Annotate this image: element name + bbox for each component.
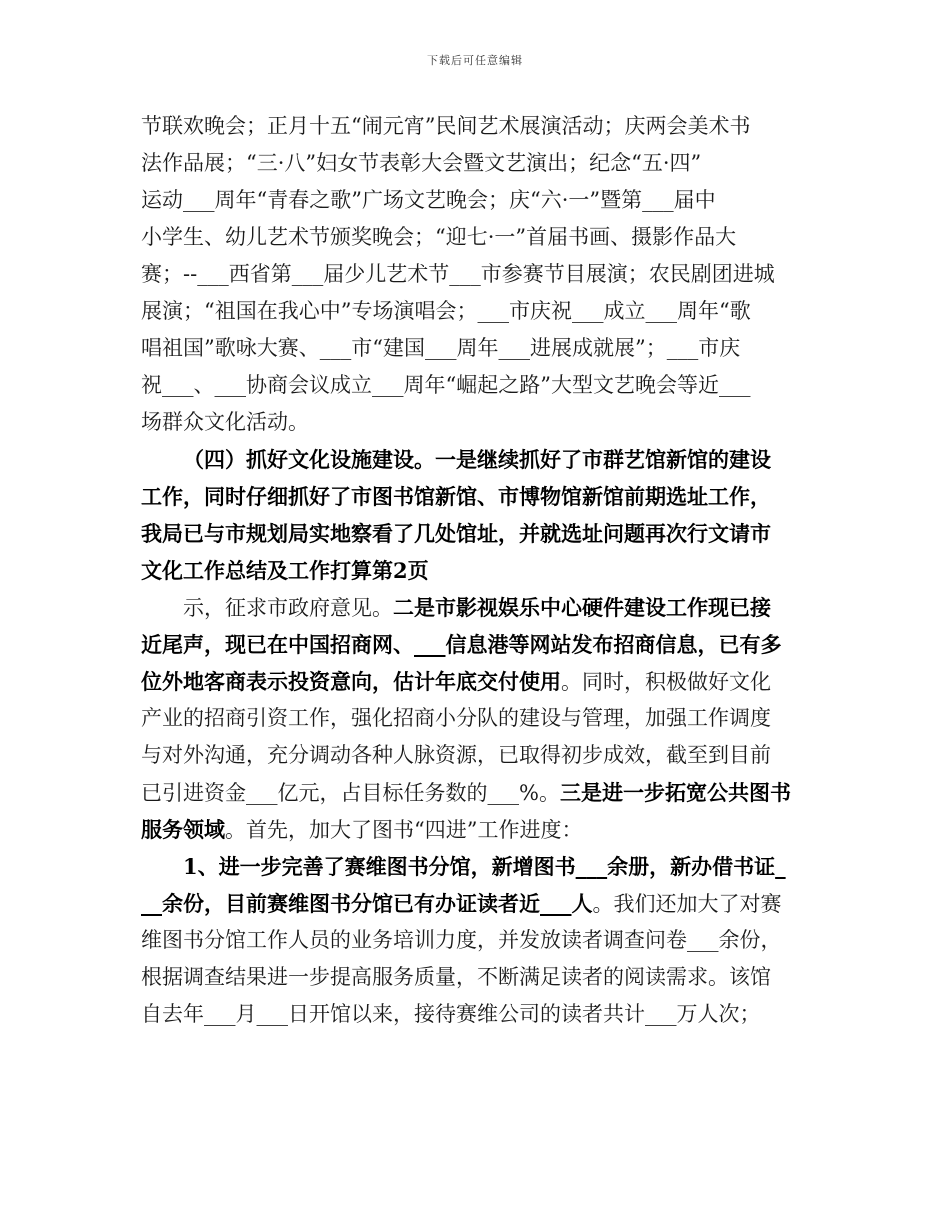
text-line-24	[141, 959, 809, 996]
text-run: 。我们还加大了对赛	[592, 892, 782, 916]
text-run: 已引进资金___亿元，占目标任务数的___%。	[141, 781, 560, 805]
text-line-3	[141, 182, 809, 219]
text-run-bold: 三是进一步拓宽公共图书	[559, 780, 791, 805]
text-run: 产业的招商引资工作，强化招商小分队的建设与管理，加强工作调度	[141, 706, 771, 730]
page-header: 下载后可任意编辑	[427, 54, 523, 67]
text-line-20	[141, 811, 809, 848]
text-run-bold: （四）抓好文化设施建设。一是继续抓好了市群艺馆新馆的建设	[183, 447, 771, 472]
text-line-22	[141, 885, 809, 922]
text-line-19	[141, 774, 809, 811]
text-line-8	[141, 367, 809, 404]
text-line-7	[141, 330, 809, 367]
text-run: 展演；“祖国在我心中”专场演唱会；___市庆祝___成立___周年“歌	[141, 299, 751, 323]
text-run: 根据调查结果进一步提高服务质量，不断满足读者的阅读需求。该馆	[141, 965, 771, 989]
text-line-17	[141, 700, 809, 737]
text-line-1	[141, 108, 809, 145]
text-line-6	[141, 293, 809, 330]
text-run-bold: 服务领域	[141, 817, 225, 842]
text-line-4	[141, 219, 809, 256]
text-run: 场群众文化活动。	[141, 410, 309, 434]
text-run: 与对外沟通，充分调动各种人脉资源，已取得初步成效，截至到目前	[141, 743, 771, 767]
text-line-14	[141, 589, 809, 626]
text-run-bold: 近尾声，现已在中国招商网、___信息港等网站发布招商信息，已有多	[141, 632, 782, 657]
text-line-12	[141, 515, 809, 552]
text-line-13	[141, 552, 809, 589]
text-run: 运动___周年“青春之歌”广场文艺晚会；庆“六·一”暨第___届中	[141, 188, 716, 212]
text-run-bold: 我局已与市规划局实地察看了几处馆址，并就选址问题再次行文请市	[141, 521, 771, 546]
text-line-5	[141, 256, 809, 293]
text-run-bold: 工作，同时仔细抓好了市图书馆新馆、市博物馆新馆前期选址工作，	[141, 484, 771, 509]
text-run: 示，征求市政府意见。	[183, 596, 393, 620]
text-line-15	[141, 626, 809, 663]
text-run-bold: 位外地客商表示投资意向，估计年底交付使用	[141, 669, 561, 694]
text-line-10	[141, 441, 809, 478]
text-line-21	[141, 848, 809, 885]
text-line-23	[141, 922, 809, 959]
text-run: 。同时，积极做好文化	[561, 670, 771, 694]
text-run-bold: 二是市影视娱乐中心硬件建设工作现已接	[393, 595, 771, 620]
text-line-2	[141, 145, 809, 182]
text-run: 。首先，加大了图书“四进”工作进度：	[225, 818, 583, 842]
text-run-bold: 文化工作总结及工作打算第2页	[141, 558, 429, 583]
text-run-bold: __余份，目前赛维图书分馆已有办证读者近___人	[141, 891, 593, 916]
text-run: 小学生、幼儿艺术节颁奖晚会；“迎七·一”首届书画、摄影作品大	[141, 225, 737, 249]
text-run: 维图书分馆工作人员的业务培训力度，并发放读者调查问卷___余份，	[141, 928, 782, 952]
text-run: 节联欢晚会；正月十五“闹元宵”民间艺术展演活动；庆两会美术书	[141, 114, 751, 138]
text-line-11	[141, 478, 809, 515]
text-line-16	[141, 663, 809, 700]
text-run: 自去年___月___日开馆以来，接待赛维公司的读者共计___万人次；	[141, 1002, 761, 1026]
text-line-25	[141, 996, 809, 1033]
text-run-bold: 1、进一步完善了赛维图书分馆，新增图书___余册，新办借书证_	[183, 854, 786, 879]
text-line-9	[141, 404, 809, 441]
text-run: 祝___、___协商会议成立___周年“崛起之路”大型文艺晚会等近___	[141, 373, 751, 397]
text-line-18	[141, 737, 809, 774]
text-run: 唱祖国”歌咏大赛、___市“建国___周年___进展成就展”；___市庆	[141, 336, 741, 360]
text-run: 法作品展；“三·八”妇女节表彰大会暨文艺演出；纪念“五·四”	[141, 151, 702, 175]
document-body	[141, 108, 809, 1033]
text-run: 赛；--___西省第___届少儿艺术节___市参赛节目展演；农民剧团进城	[141, 262, 775, 286]
